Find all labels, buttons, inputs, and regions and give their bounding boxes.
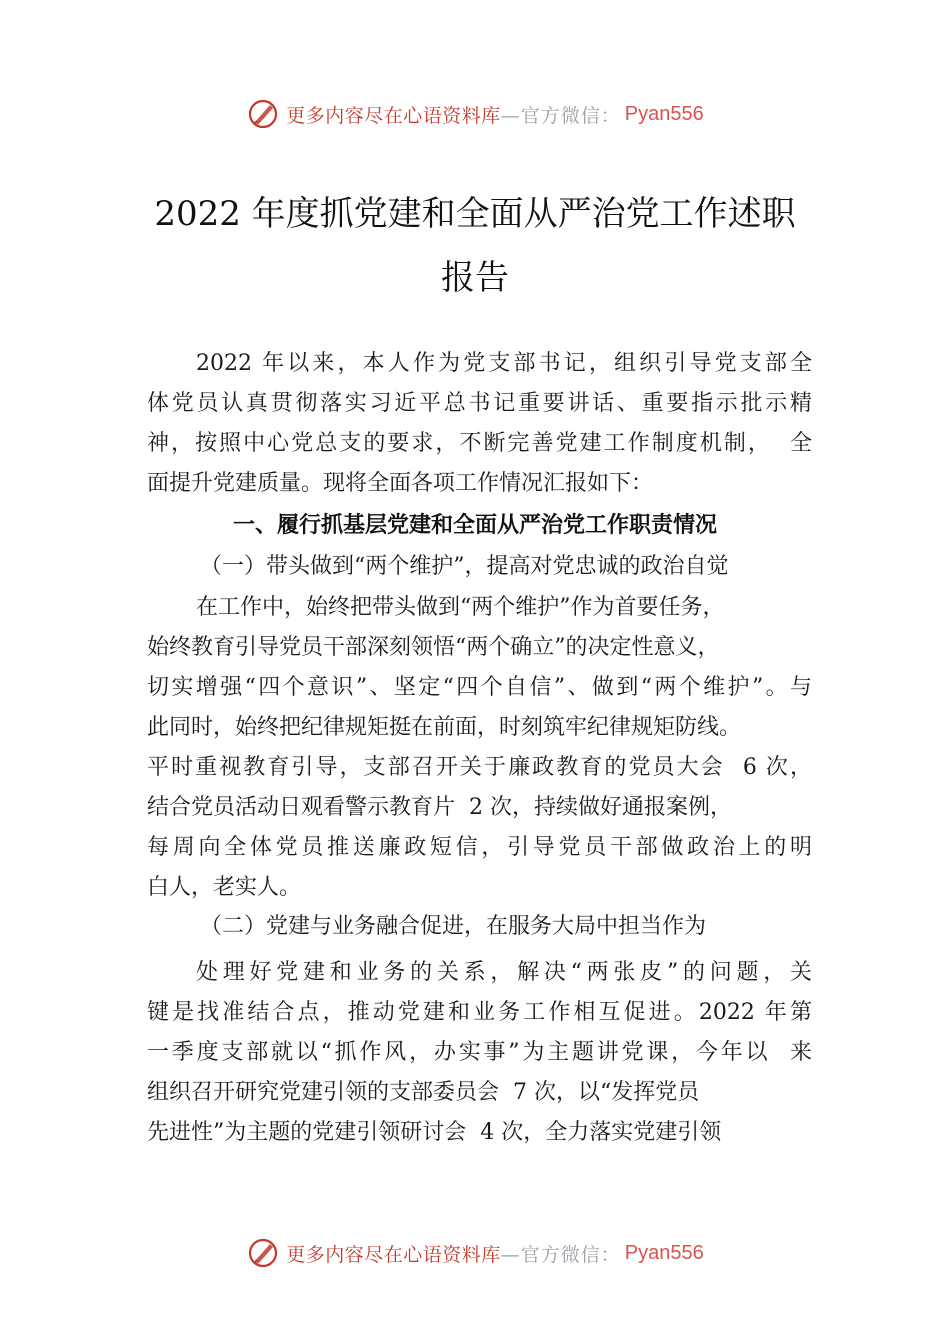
paragraph-line: 组织召开研究党建引领的支部委员会 7 次，以“发挥党员 [147,1080,700,1105]
paragraph-line: 此同时，始终把纪律规矩挺在前面，时刻筑牢纪律规矩防线。 [147,715,742,740]
paragraph-line: 在工作中，始终把带头做到“两个维护”作为首要任务， [196,595,725,620]
watermark-wechat-id: Pyan556 [624,102,704,125]
paragraph-line: 每周向全体党员推送廉政短信，引导党员干部做政治上的明 [147,835,812,860]
paragraph-line: 2022 年以来，本人作为党支部书记，组织引导党支部全 [196,351,812,376]
paragraph-line: 处理好党建和业务的关系，解决“两张皮”的问题，关 [196,960,812,985]
subsection1-paragraph [147,588,812,908]
paragraph-line: 始终教育引导党员干部深刻领悟“两个确立”的决定性意义， [147,635,720,660]
intro-paragraph [147,344,812,504]
document-title-line2: 报告 [441,258,509,298]
watermark-wechat-id: Pyan556 [624,1241,704,1264]
paragraph-line: 一季度支部就以“抓作风，办实事”为主题讲党课，今年以 来 [147,1040,812,1065]
subsection1-heading: （一）带头做到“两个维护”，提高对党忠诚的政治自觉 [200,554,729,579]
watermark-text: 更多内容尽在心语资料库 [286,104,501,127]
watermark-separator: —官方微信： [500,1243,621,1266]
paragraph-line: 面提升党建质量。现将全面各项工作情况汇报如下： [147,471,654,496]
paragraph-line: 键是找准结合点，推动党建和业务工作相互促进。2022 年第 [147,1000,812,1025]
subsection2-heading: （二）党建与业务融合促进，在服务大局中担当作为 [200,914,707,939]
pen-seal-icon [246,97,280,131]
section1-heading: 一、履行抓基层党建和全面从严治党工作职责情况 [232,513,717,538]
watermark-text: 更多内容尽在心语资料库 [286,1243,501,1266]
header-watermark [0,94,950,134]
subsection2-paragraph [147,953,812,1153]
paragraph-line: 神，按照中心党总支的要求，不断完善党建工作制度机制， 全 [147,431,812,456]
paragraph-line: 平时重视教育引导，支部召开关于廉政教育的党员大会 6 次， [147,755,812,780]
paragraph-line: 先进性”为主题的党建引领研讨会 4 次，全力落实党建引领 [147,1120,722,1145]
watermark-separator: —官方微信： [500,104,621,127]
footer-watermark [0,1233,950,1273]
paragraph-line: 结合党员活动日观看警示教育片 2 次，持续做好通报案例， [147,795,732,820]
paragraph-line: 白人，老实人。 [147,875,302,900]
pen-seal-icon [246,1236,280,1270]
document-title-line1: 2022 年度抓党建和全面从严治党工作述职 [154,194,796,234]
paragraph-line: 切实增强“四个意识”、坚定“四个自信”、做到“两个维护”。与 [147,675,812,700]
paragraph-line: 体党员认真贯彻落实习近平总书记重要讲话、重要指示批示精 [147,391,812,416]
